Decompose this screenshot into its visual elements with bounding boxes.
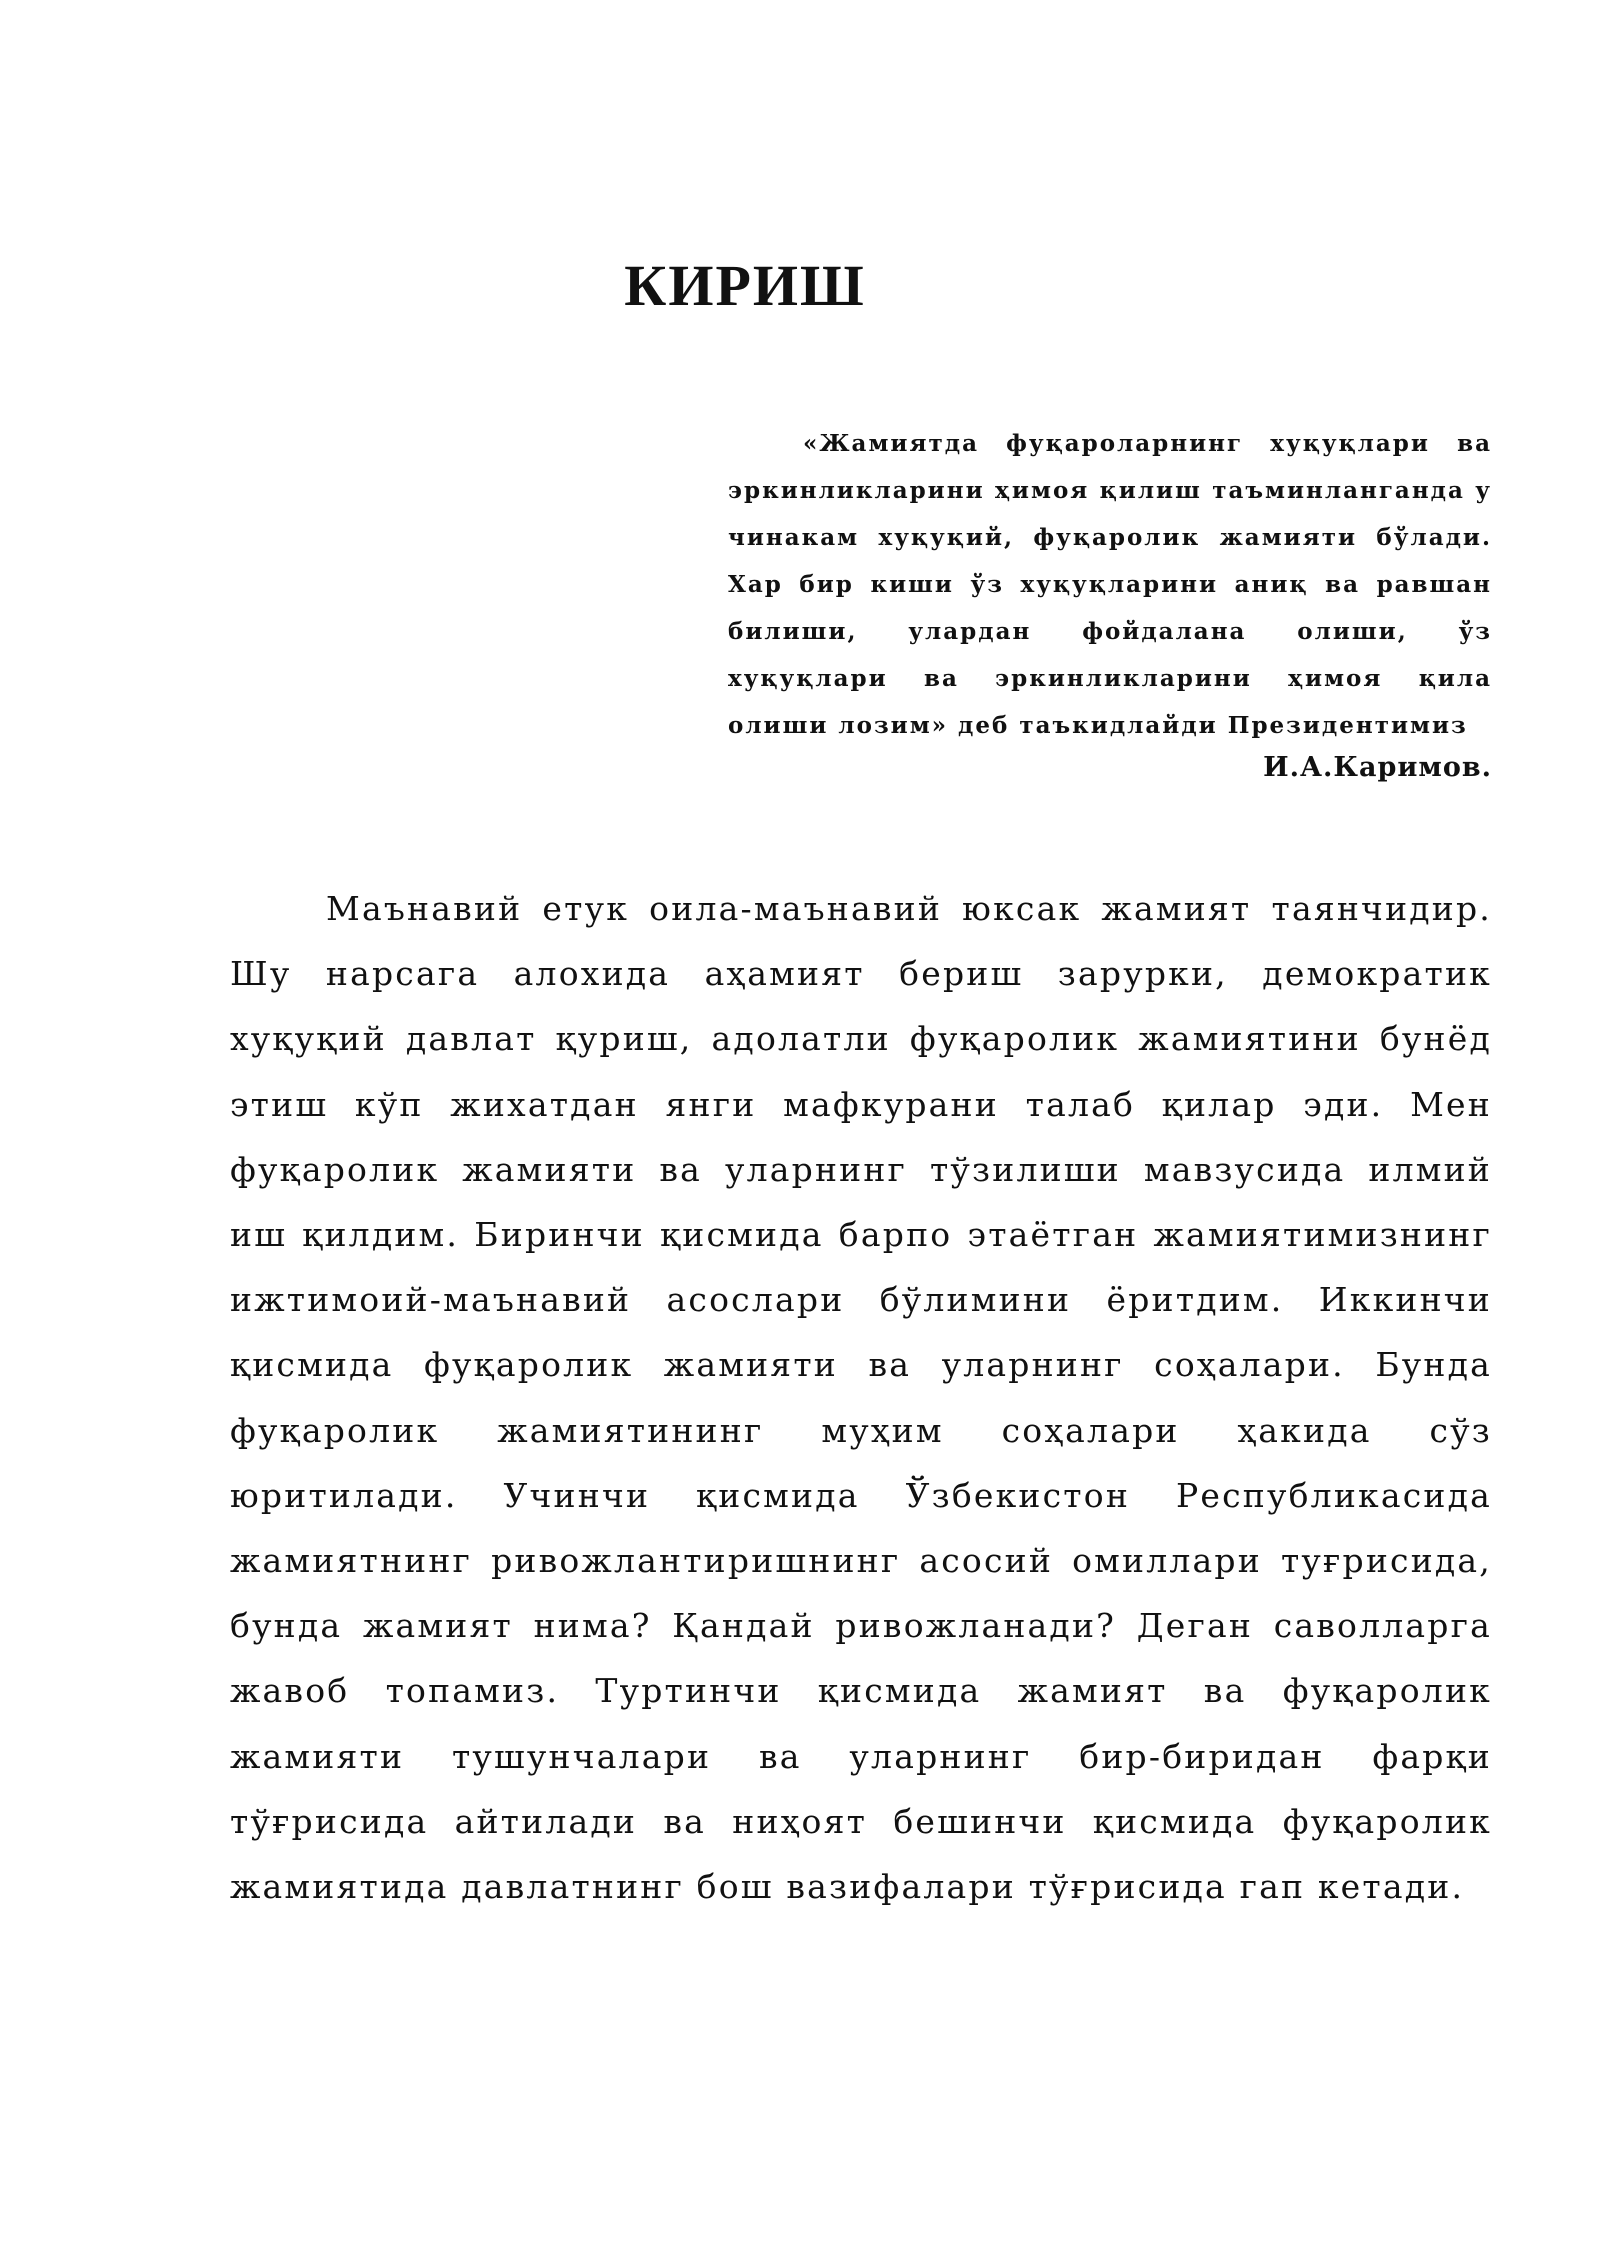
epigraph-author: И.А.Каримов.	[1263, 752, 1492, 783]
page-title: КИРИШ	[624, 253, 866, 318]
body-paragraph: Маънавий етук оила-маънавий юксак жамият таянчидир. Шу нарсага алохида аҳамият бериш зарурки, демократик хуқуқий давлат қуриш, адолатли фуқаролик жамиятини бунёд этиш кўп жихатдан янги мафкурани талаб қилар эди. Мен фуқаролик жамияти ва уларнинг тўзилиши мавзусида илмий иш қилдим. Биринчи қисмида барпо этаётган жамиятимизнинг ижтимоий-маънавий асослари бўлимини ёритдим. Иккинчи қисмида фуқаролик жамияти ва уларнинг соҳалари. Бунда фуқаролик жамиятининг муҳим соҳалари ҳакида сўз юритилади. Учинчи қисмида Ўзбекистон Республикасида жамиятнинг ривожлантиришнинг асосий омиллари туғрисида, бунда жамият нима? Қандай ривожланади? Деган саволларга жавоб топамиз. Туртинчи қисмида жамият ва фуқаролик жамияти тушунчалари ва уларнинг бир-биридан фарқи тўғрисида айтилади ва ниҳоят бешинчи қисмида фуқаролик жамиятида давлатнинг бош вазифалари тўғрисида гап кетади.	[230, 889, 1492, 1907]
epigraph-quote: «Жамиятда фуқароларнинг хуқуқлари ва эркинликларини ҳимоя қилиш таъминланганда у чинакам хуқуқий, фуқаролик жамияти бўлади. Хар бир киши ўз хуқуқларини аниқ ва равшан билиши, улардан фойдалана олиши, ўз хуқуқлари ва эркинликларини ҳимоя қила олиши лозим» деб таъкидлайди Президентимиз	[728, 430, 1492, 739]
